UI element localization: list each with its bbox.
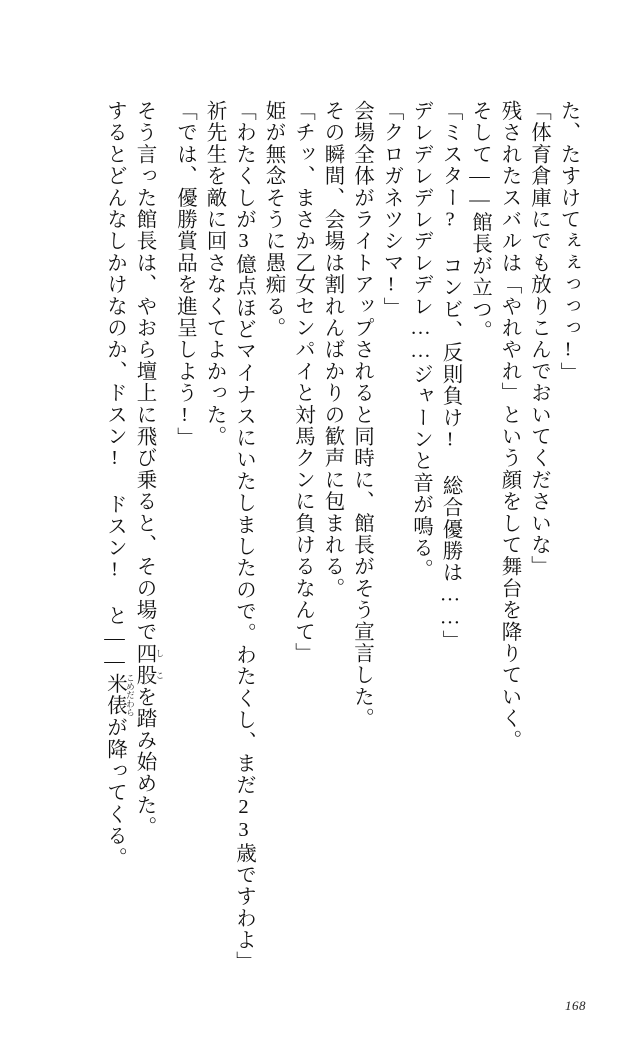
text-line: 「わたくしが3億点ほどマイナスにいたしましたので。わたくし、まだ23歳ですわよ」 (232, 100, 255, 973)
text-line: その瞬間、会場は割れんばかりの歓声に包まれる。 (321, 100, 343, 600)
text-line: た、たすけてぇぇっっっ!」 (557, 100, 579, 384)
page-body-text (58, 100, 578, 980)
text-line: 「では、優勝賞品を進呈しよう!」 (173, 100, 196, 449)
text-line: 会場全体がライトアップされると同時に、館長がそう宣言した。 (350, 100, 373, 730)
text-line: 「ミスター? コンビ、反則負け! 総合優勝は……」 (439, 100, 461, 652)
page-number: 168 (565, 998, 586, 1013)
text-line: 祈先生を敵に回さなくてよかった。 (203, 100, 225, 448)
text-line: 「チッ、まさか乙女センパイと対馬クンに負けるなんて」 (291, 100, 314, 665)
text-line: 「体育倉庫にでも放りこんでおいてくださいな」 (527, 100, 550, 578)
text-line: デレデレデレデレデレ……ジャーンと音が鳴る。 (409, 100, 432, 581)
text-line: 残されたスバルは「やれやれ」という顔をして舞台を降りていく。 (498, 100, 520, 751)
text-line: 「クロガネツシマ!」 (380, 100, 402, 319)
text-line-with-ruby: するとどんなしかけなのか、ドスン! ドスン! と——米俵 こめだわらが降ってくる。 (103, 100, 136, 869)
text-line: 姫が無念そうに愚痴る。 (262, 100, 284, 339)
text-line-with-ruby: そう言った館長は、やおら壇上に飛び乗ると、その場で四股 しこを踏み始めた。 (133, 100, 165, 838)
text-line: そして——館長が立つ。 (468, 100, 491, 342)
